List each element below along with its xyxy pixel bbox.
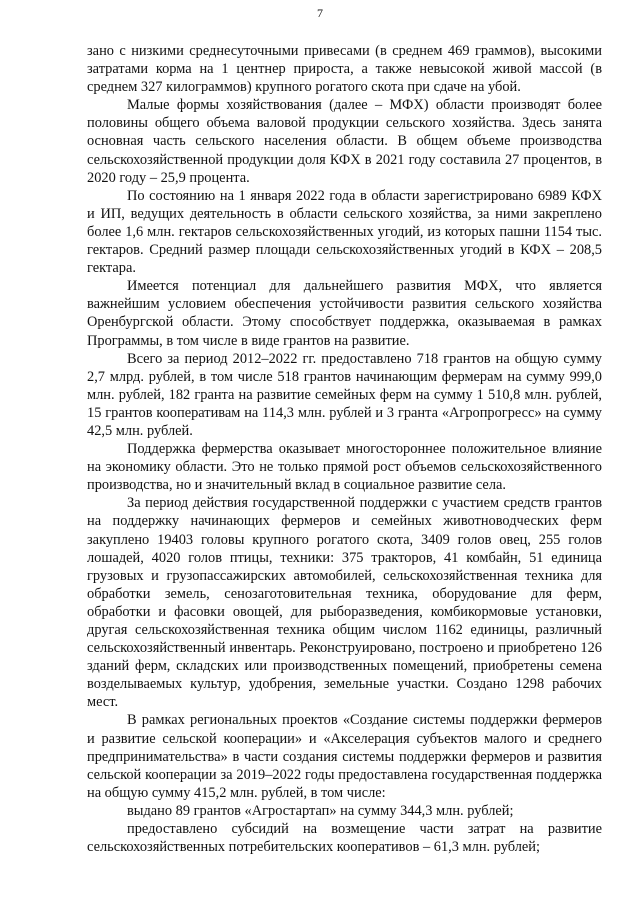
paragraph-purchases: За период действия государственной поддержки с участием средств грантов на поддержку начинающих фермеров и семейных животноводческих ферм закуплено 19403 головы крупного рогатого скота, 3409 голов овец, 255 голов лошадей, 4020 голов птицы, техники: 375 тракторов, 41 комбайн, 51 единица грузовых и грузопассажирских автомобилей, сельскохозяйственная техника для обработки земель, сенозаготовительная техника, оборудование для ферм, обработки и фасовки овощей, для рыборазведения, комбикормовые установки, другая сельскохозяйственная техника общим числом 1162 единицы, различный сельскохозяйственный инвентарь. Реконструировано, построено и приобретено 126 зданий ферм, складских или производственных помещений, приобретены семена возделываемых культур, удобрения, земельные участки. Создано 1298 рабочих мест. [87,495,602,711]
paragraph-continuation: зано с низкими среднесуточными привесами (в среднем 469 граммов), высокими затратами корма на 1 центнер прироста, а также невысокой живой массой (в среднем 327 килограммов) крупного рогатого скота при сдаче на убой. [87,43,602,96]
paragraph-regional-projects: В рамках региональных проектов «Создание системы поддержки фермеров и развитие сельской кооперации» и «Акселерация субъектов малого и среднего предпринимательства» в части создания системы поддержки фермеров и развития сельской кооперации за 2019–2022 годы предоставлена государственная поддержка на общую сумму 415,2 млн. рублей, в том числе: [87,712,602,801]
document-body [87,42,602,856]
paragraph-registered-farms: По состоянию на 1 января 2022 года в области зарегистрировано 6989 КФХ и ИП, ведущих деятельность в области сельского хозяйства, за ними закреплено более 1,6 млн. гектаров сельскохозяйственных угодий, из которых пашни 1154 тыс. гектаров. Средний размер площади сельскохозяйственных угодий в КФХ – 208,5 гектара. [87,187,602,277]
paragraph-potential: Имеется потенциал для дальнейшего развития МФХ, что является важнейшим условием обеспечения устойчивости развития сельского хозяйства Оренбургской области. Этому способствует поддержка, оказываемая в рамках Программы, в том числе в виде грантов на развитие. [87,278,602,349]
list-item-agrostartap: выдано 89 грантов «Агростартап» на сумму 344,3 млн. рублей; [127,802,514,819]
paragraph-small-forms: Малые формы хозяйствования (далее – МФХ) области производят более половины общего объема валовой продукции сельского хозяйства. Здесь занята основная часть сельского населения области. В общем объеме производства сельскохозяйственной продукции доля КФХ в 2021 году составила 27 процентов, в 2020 году – 25,9 процента. [87,97,602,186]
list-item-subsidies: предоставлено субсидий на возмещение части затрат на развитие сельскохозяйственных потребительских кооперативов – 61,3 млн. рублей; [87,821,602,856]
paragraph-farming-support: Поддержка фермерства оказывает многостороннее положительное влияние на экономику области. Это не только прямой рост объемов сельскохозяйственного производства, но и значительный вклад в социальное развитие села. [87,441,602,494]
paragraph-grants-total: Всего за период 2012–2022 гг. предоставлено 718 грантов на общую сумму 2,7 млрд. рублей, в том числе 518 грантов начинающим фермерам на сумму 999,0 млн. рублей, 182 гранта на развитие семейных ферм на сумму 1 510,8 млн. рублей, 15 грантов кооперативам на 114,3 млн. рублей и 3 гранта «Агропрогресс» на сумму 42,5 млн. рублей. [87,350,602,439]
page-number: 7 [317,6,323,20]
